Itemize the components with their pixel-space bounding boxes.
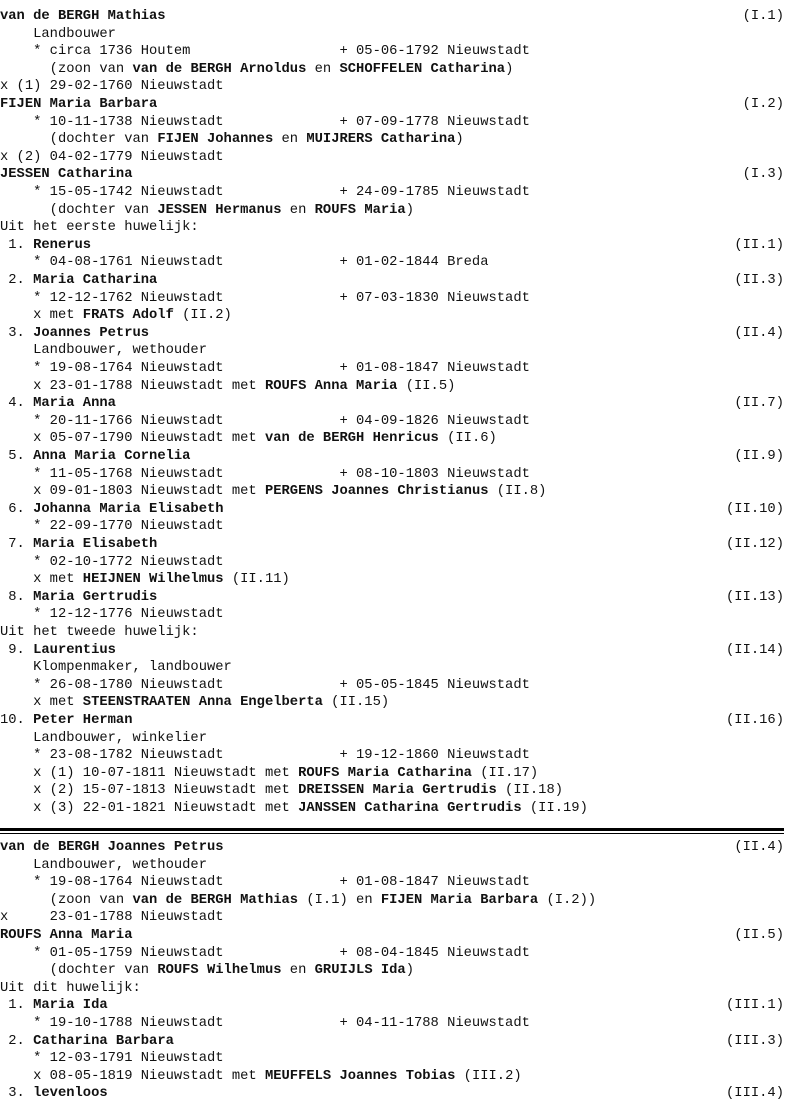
person-name: Renerus (33, 237, 92, 253)
person-name: FIJEN Maria Barbara (0, 97, 158, 112)
person-name: MUIJRERS Catharina (306, 132, 456, 148)
record-line (0, 677, 784, 695)
record-text: * 20-11-1766 Nieuwstadt + 04-09-1826 Nieuwstadt (0, 413, 530, 429)
record-line (0, 945, 784, 963)
record-line (0, 1015, 784, 1033)
person-name: PERGENS Joannes Christianus (264, 484, 489, 500)
record-line (0, 892, 784, 910)
person-name: ROUFS Anna Maria (0, 928, 133, 943)
record-text: * 02-10-1772 Nieuwstadt (0, 554, 224, 570)
record-line (0, 694, 784, 712)
record-text: Uit het tweede huwelijk: (0, 625, 199, 640)
record-text: 1. (0, 998, 34, 1014)
record-line (0, 61, 784, 79)
record-text: * 26-08-1780 Nieuwstadt + 05-05-1845 Nieuwstadt (0, 677, 530, 693)
record-text: 2. (0, 273, 34, 288)
record-line (0, 839, 784, 857)
record-text: (I.2)) (538, 892, 597, 908)
record-text: Uit dit huwelijk: (0, 980, 141, 996)
person-name: Maria Anna (33, 396, 116, 412)
record-text: Landbouwer (0, 26, 116, 42)
record-text: x met (0, 572, 83, 588)
record-text: * 04-08-1761 Nieuwstadt + 01-02-1844 Breda (0, 255, 489, 271)
generation-ref: (II.12) (726, 537, 784, 552)
record-text: (dochter van (0, 963, 158, 979)
record-line (0, 202, 784, 220)
record-text: x (2) 04-02-1779 Nieuwstadt (0, 149, 224, 165)
generation-ref: (II.7) (734, 396, 784, 412)
person-name: van de BERGH Mathias (0, 9, 166, 24)
record-line (0, 78, 784, 96)
record-line (0, 765, 784, 783)
record-text: (III.2) (455, 1068, 522, 1084)
record-text: (II.17) (471, 765, 539, 781)
record-line (0, 166, 784, 184)
record-text: * 23-08-1782 Nieuwstadt + 19-12-1860 Nieuwstadt (0, 748, 530, 764)
person-name: van de BERGH Mathias (132, 892, 299, 908)
generation-ref: (I.1) (742, 9, 784, 24)
record-line (0, 272, 784, 290)
record-line (0, 624, 784, 642)
record-text: (II.15) (322, 695, 390, 711)
person-name: Catharina Barbara (33, 1033, 174, 1049)
record-line (0, 747, 784, 765)
record-text: 3. (0, 1086, 34, 1102)
record-text: en (273, 132, 307, 148)
person-name: Maria Ida (33, 998, 108, 1014)
person-name: Johanna Maria Elisabeth (33, 501, 224, 517)
record-text: 1. (0, 237, 34, 253)
person-name: SCHOFFELEN Catharina (339, 61, 506, 77)
record-line (0, 219, 784, 237)
record-line (0, 114, 784, 132)
record-text: ) (405, 963, 414, 979)
record-line (0, 360, 784, 378)
person-name: HEIJNEN Wilhelmus (82, 572, 224, 588)
record-line (0, 501, 784, 519)
record-text: * 12-12-1762 Nieuwstadt + 07-03-1830 Nieuwstadt (0, 290, 530, 306)
record-line (0, 395, 784, 413)
generation-ref: (II.10) (726, 501, 784, 517)
record-text: * 22-09-1770 Nieuwstadt (0, 519, 224, 535)
record-text: * 15-05-1742 Nieuwstadt + 24-09-1785 Nieuwstadt (0, 185, 530, 200)
record-line (0, 997, 784, 1015)
generation-ref: (III.3) (726, 1033, 784, 1049)
record-text: x 23-01-1788 Nieuwstadt (0, 910, 224, 926)
record-line (0, 307, 784, 325)
record-text: x (3) 22-01-1821 Nieuwstadt met (0, 801, 299, 816)
record-text: Landbouwer, winkelier (0, 730, 207, 746)
section-divider-thick (0, 828, 784, 831)
record-text: 3. (0, 325, 34, 341)
person-name: van de BERGH Arnoldus (132, 61, 307, 77)
record-text: (dochter van (0, 132, 158, 148)
person-name: ROUFS Maria Catharina (298, 765, 472, 781)
record-line (0, 96, 784, 114)
record-text: (dochter van (0, 202, 158, 218)
generation-ref: (II.9) (734, 449, 784, 464)
record-text: (II.11) (223, 572, 290, 588)
record-text: 2. (0, 1033, 34, 1049)
record-text: ) (405, 202, 414, 218)
record-text: 6. (0, 501, 34, 517)
record-line (0, 430, 784, 448)
record-text: Landbouwer, wethouder (0, 343, 207, 359)
generation-ref: (II.14) (726, 642, 784, 658)
record-line (0, 1085, 784, 1103)
record-text: (II.19) (521, 801, 588, 816)
record-text: Landbouwer, wethouder (0, 857, 207, 873)
record-line (0, 927, 784, 945)
record-text: * 01-05-1759 Nieuwstadt + 08-04-1845 Nieuwstadt (0, 945, 530, 961)
record-text: x (1) 29-02-1760 Nieuwstadt (0, 79, 224, 95)
record-text: 4. (0, 396, 34, 412)
record-line (0, 518, 784, 536)
generation-ref: (II.4) (734, 840, 784, 855)
record-line (0, 1050, 784, 1068)
record-text: (II.18) (496, 783, 564, 799)
person-name: FIJEN Maria Barbara (380, 892, 539, 908)
person-name: van de BERGH Henricus (264, 431, 439, 447)
record-line (0, 342, 784, 360)
person-name: JESSEN Catharina (0, 167, 133, 183)
record-line (0, 290, 784, 308)
generation-ref: (I.3) (742, 167, 784, 183)
person-name: Maria Elisabeth (33, 537, 158, 552)
person-name: ROUFS Wilhelmus (157, 963, 282, 979)
person-name: MEUFFELS Joannes Tobias (264, 1068, 456, 1084)
record-text: * 19-08-1764 Nieuwstadt + 01-08-1847 Nieuwstadt (0, 875, 530, 891)
record-line (0, 642, 784, 660)
record-text: (zoon van (0, 61, 133, 77)
record-line (0, 909, 784, 927)
record-line (0, 413, 784, 431)
record-text: x 05-07-1790 Nieuwstadt met (0, 431, 265, 447)
record-line (0, 712, 784, 730)
record-line (0, 589, 784, 607)
record-line (0, 782, 784, 800)
record-text: x 09-01-1803 Nieuwstadt met (0, 484, 265, 500)
record-line (0, 483, 784, 501)
record-text: (I.1) en (298, 892, 381, 908)
person-name: van de BERGH Joannes Petrus (0, 840, 224, 855)
record-text: (II.2) (173, 308, 232, 324)
record-text: * 19-08-1764 Nieuwstadt + 01-08-1847 Nieuwstadt (0, 361, 530, 376)
record-line (0, 659, 784, 677)
record-text: * 11-05-1768 Nieuwstadt + 08-10-1803 Nieuwstadt (0, 466, 530, 482)
generation-ref: (I.2) (742, 97, 784, 112)
record-line (0, 184, 784, 202)
person-name: FRATS Adolf (82, 308, 174, 324)
record-text: Klompenmaker, landbouwer (0, 660, 232, 676)
record-text: * 10-11-1738 Nieuwstadt + 07-09-1778 Nieuwstadt (0, 114, 530, 130)
record-text: en (306, 61, 340, 77)
record-line (0, 800, 784, 818)
generation-ref: (II.13) (726, 589, 784, 605)
section-divider-thin (0, 833, 784, 834)
record-text: x met (0, 308, 83, 324)
record-line (0, 448, 784, 466)
record-line (0, 874, 784, 892)
record-text: en (281, 963, 315, 979)
record-text: x 08-05-1819 Nieuwstadt met (0, 1068, 265, 1084)
generation-ref: (II.5) (734, 928, 784, 943)
record-line (0, 1033, 784, 1051)
record-line (0, 378, 784, 396)
person-name: JESSEN Hermanus (157, 202, 282, 218)
record-text: 9. (0, 642, 34, 658)
record-line (0, 606, 784, 624)
person-name: ROUFS Maria (314, 202, 406, 218)
record-line (0, 466, 784, 484)
person-name: Peter Herman (33, 713, 133, 728)
record-text: (II.8) (488, 484, 547, 500)
record-text: 5. (0, 449, 34, 464)
generation-ref: (II.4) (734, 325, 784, 341)
person-name: Joannes Petrus (33, 325, 150, 341)
record-line (0, 571, 784, 589)
record-text: (zoon van (0, 892, 133, 908)
person-name: ROUFS Anna Maria (264, 378, 398, 394)
record-text: (II.5) (397, 378, 456, 394)
record-text: x met (0, 695, 83, 711)
record-line (0, 1068, 784, 1086)
generation-ref: (II.3) (734, 273, 784, 288)
record-text: Uit het eerste huwelijk: (0, 220, 199, 236)
record-text: x 23-01-1788 Nieuwstadt met (0, 378, 265, 394)
record-line (0, 237, 784, 255)
record-line (0, 536, 784, 554)
person-name: Laurentius (33, 642, 116, 658)
record-text: ) (455, 132, 464, 148)
record-text: * 12-03-1791 Nieuwstadt (0, 1051, 224, 1067)
generation-ref: (II.16) (726, 713, 784, 728)
record-text: x (2) 15-07-1813 Nieuwstadt met (0, 783, 299, 799)
record-line (0, 254, 784, 272)
person-name: DREISSEN Maria Gertrudis (298, 783, 497, 799)
record-line (0, 131, 784, 149)
person-name: Maria Gertrudis (33, 589, 158, 605)
record-text: (II.6) (438, 431, 497, 447)
generation-ref: (II.1) (734, 237, 784, 253)
person-name: Maria Catharina (33, 273, 158, 288)
record-line (0, 43, 784, 61)
record-line (0, 26, 784, 44)
person-name: STEENSTRAATEN Anna Engelberta (82, 695, 323, 711)
record-line (0, 554, 784, 572)
record-line (0, 730, 784, 748)
record-line (0, 962, 784, 980)
record-text: 7. (0, 537, 34, 552)
record-text: x (1) 10-07-1811 Nieuwstadt met (0, 765, 299, 781)
record-text: * circa 1736 Houtem + 05-06-1792 Nieuwstadt (0, 44, 530, 60)
record-text: en (281, 202, 315, 218)
record-text: * 19-10-1788 Nieuwstadt + 04-11-1788 Nieuwstadt (0, 1016, 530, 1031)
record-text: * 12-12-1776 Nieuwstadt (0, 607, 224, 623)
record-text: 8. (0, 589, 34, 605)
record-line (0, 325, 784, 343)
person-name: GRUIJLS Ida (314, 963, 406, 979)
generation-ref: (III.1) (726, 998, 784, 1014)
record-line (0, 980, 784, 998)
person-name: levenloos (33, 1086, 108, 1102)
generation-ref: (III.4) (726, 1086, 784, 1102)
record-text: ) (505, 61, 514, 77)
record-line (0, 8, 784, 26)
person-name: FIJEN Johannes (157, 132, 274, 148)
person-name: JANSSEN Catharina Gertrudis (298, 801, 522, 816)
record-text: 10. (0, 713, 34, 728)
record-line (0, 857, 784, 875)
record-line (0, 149, 784, 167)
person-name: Anna Maria Cornelia (33, 449, 191, 464)
